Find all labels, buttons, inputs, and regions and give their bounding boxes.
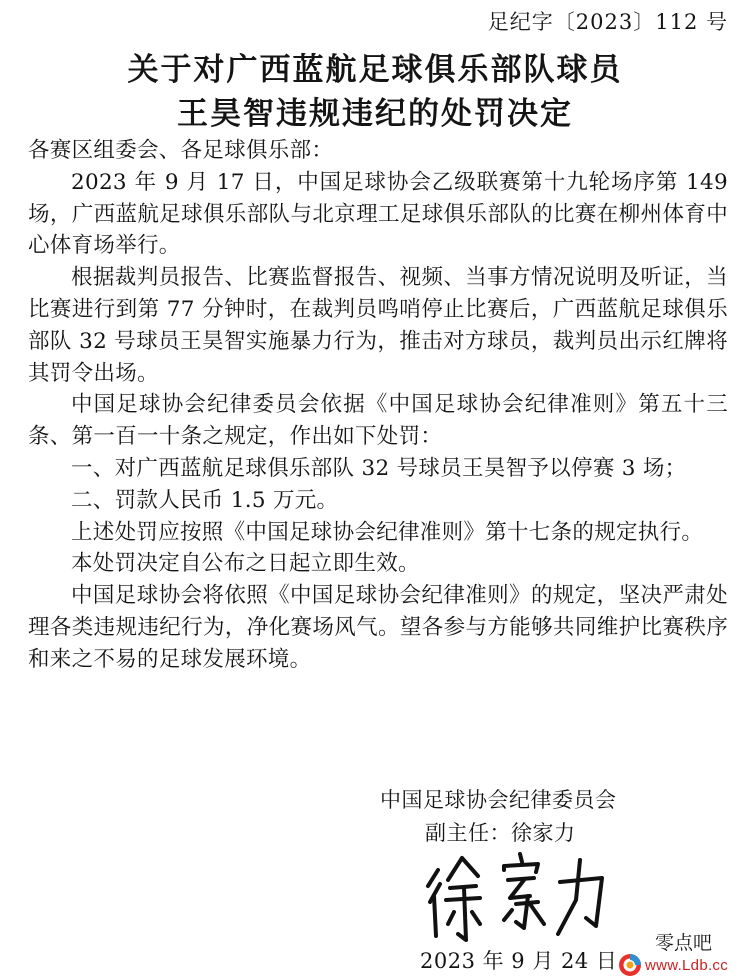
watermark-logo-icon xyxy=(618,953,642,977)
paragraph-incident: 根据裁判员报告、比赛监督报告、视频、当事方情况说明及听证，当比赛进行到第 77 分钟时，在裁判员鸣哨停止比赛后，广西蓝航足球俱乐部队 32 号球员王昊智实施暴力行为，推击对方球员，裁判员出示红牌将其罚令出场。 xyxy=(28,265,728,386)
signing-date: 2023 年 9 月 24 日 xyxy=(420,949,618,973)
watermark xyxy=(618,953,728,977)
watermark-url[interactable]: www.Ldb.cc xyxy=(645,956,729,974)
document-title-line-2: 王昊智违规违纪的处罚决定 xyxy=(177,96,573,132)
paragraph-effective: 本处罚决定自公布之日起立即生效。 xyxy=(71,551,420,577)
penalty-item-suspension: 一、对广西蓝航足球俱乐部队 32 号球员王昊智予以停赛 3 场； xyxy=(71,455,687,481)
document-number: 足纪字〔2023〕112 号 xyxy=(487,10,728,34)
handwritten-signature xyxy=(420,840,620,945)
signatory-title: 副主任：徐家力 xyxy=(425,821,576,845)
document-title-line-1: 关于对广西蓝航足球俱乐部队球员 xyxy=(127,52,623,88)
document-body xyxy=(28,135,728,676)
paragraph-match-info: 2023 年 9 月 17 日，中国足球协会乙级联赛第十九轮场序第 149 场，广西蓝航足球俱乐部队与北京理工足球俱乐部队的比赛在柳州体育中心体育场举行。 xyxy=(28,169,728,259)
salutation: 各赛区组委会、各足球俱乐部： xyxy=(28,138,334,163)
paragraph-ruling-basis: 中国足球协会纪律委员会依据《中国足球协会纪律准则》第五十三条、第一百一十条之规定，作出如下处罚： xyxy=(28,392,728,450)
signing-organization: 中国足球协会纪律委员会 xyxy=(380,788,617,812)
penalty-item-fine: 二、罚款人民币 1.5 万元。 xyxy=(71,487,339,513)
paragraph-closing: 中国足球协会将依照《中国足球协会纪律准则》的规定，坚决严肃处理各类违规违纪行为，净化赛场风气。望各参与方能够共同维护比赛秩序和来之不易的足球发展环境。 xyxy=(28,583,728,672)
watermark-site-name: 零点吧 xyxy=(655,932,713,954)
paragraph-execution: 上述处罚应按照《中国足球协会纪律准则》第十七条的规定执行。 xyxy=(71,519,704,545)
